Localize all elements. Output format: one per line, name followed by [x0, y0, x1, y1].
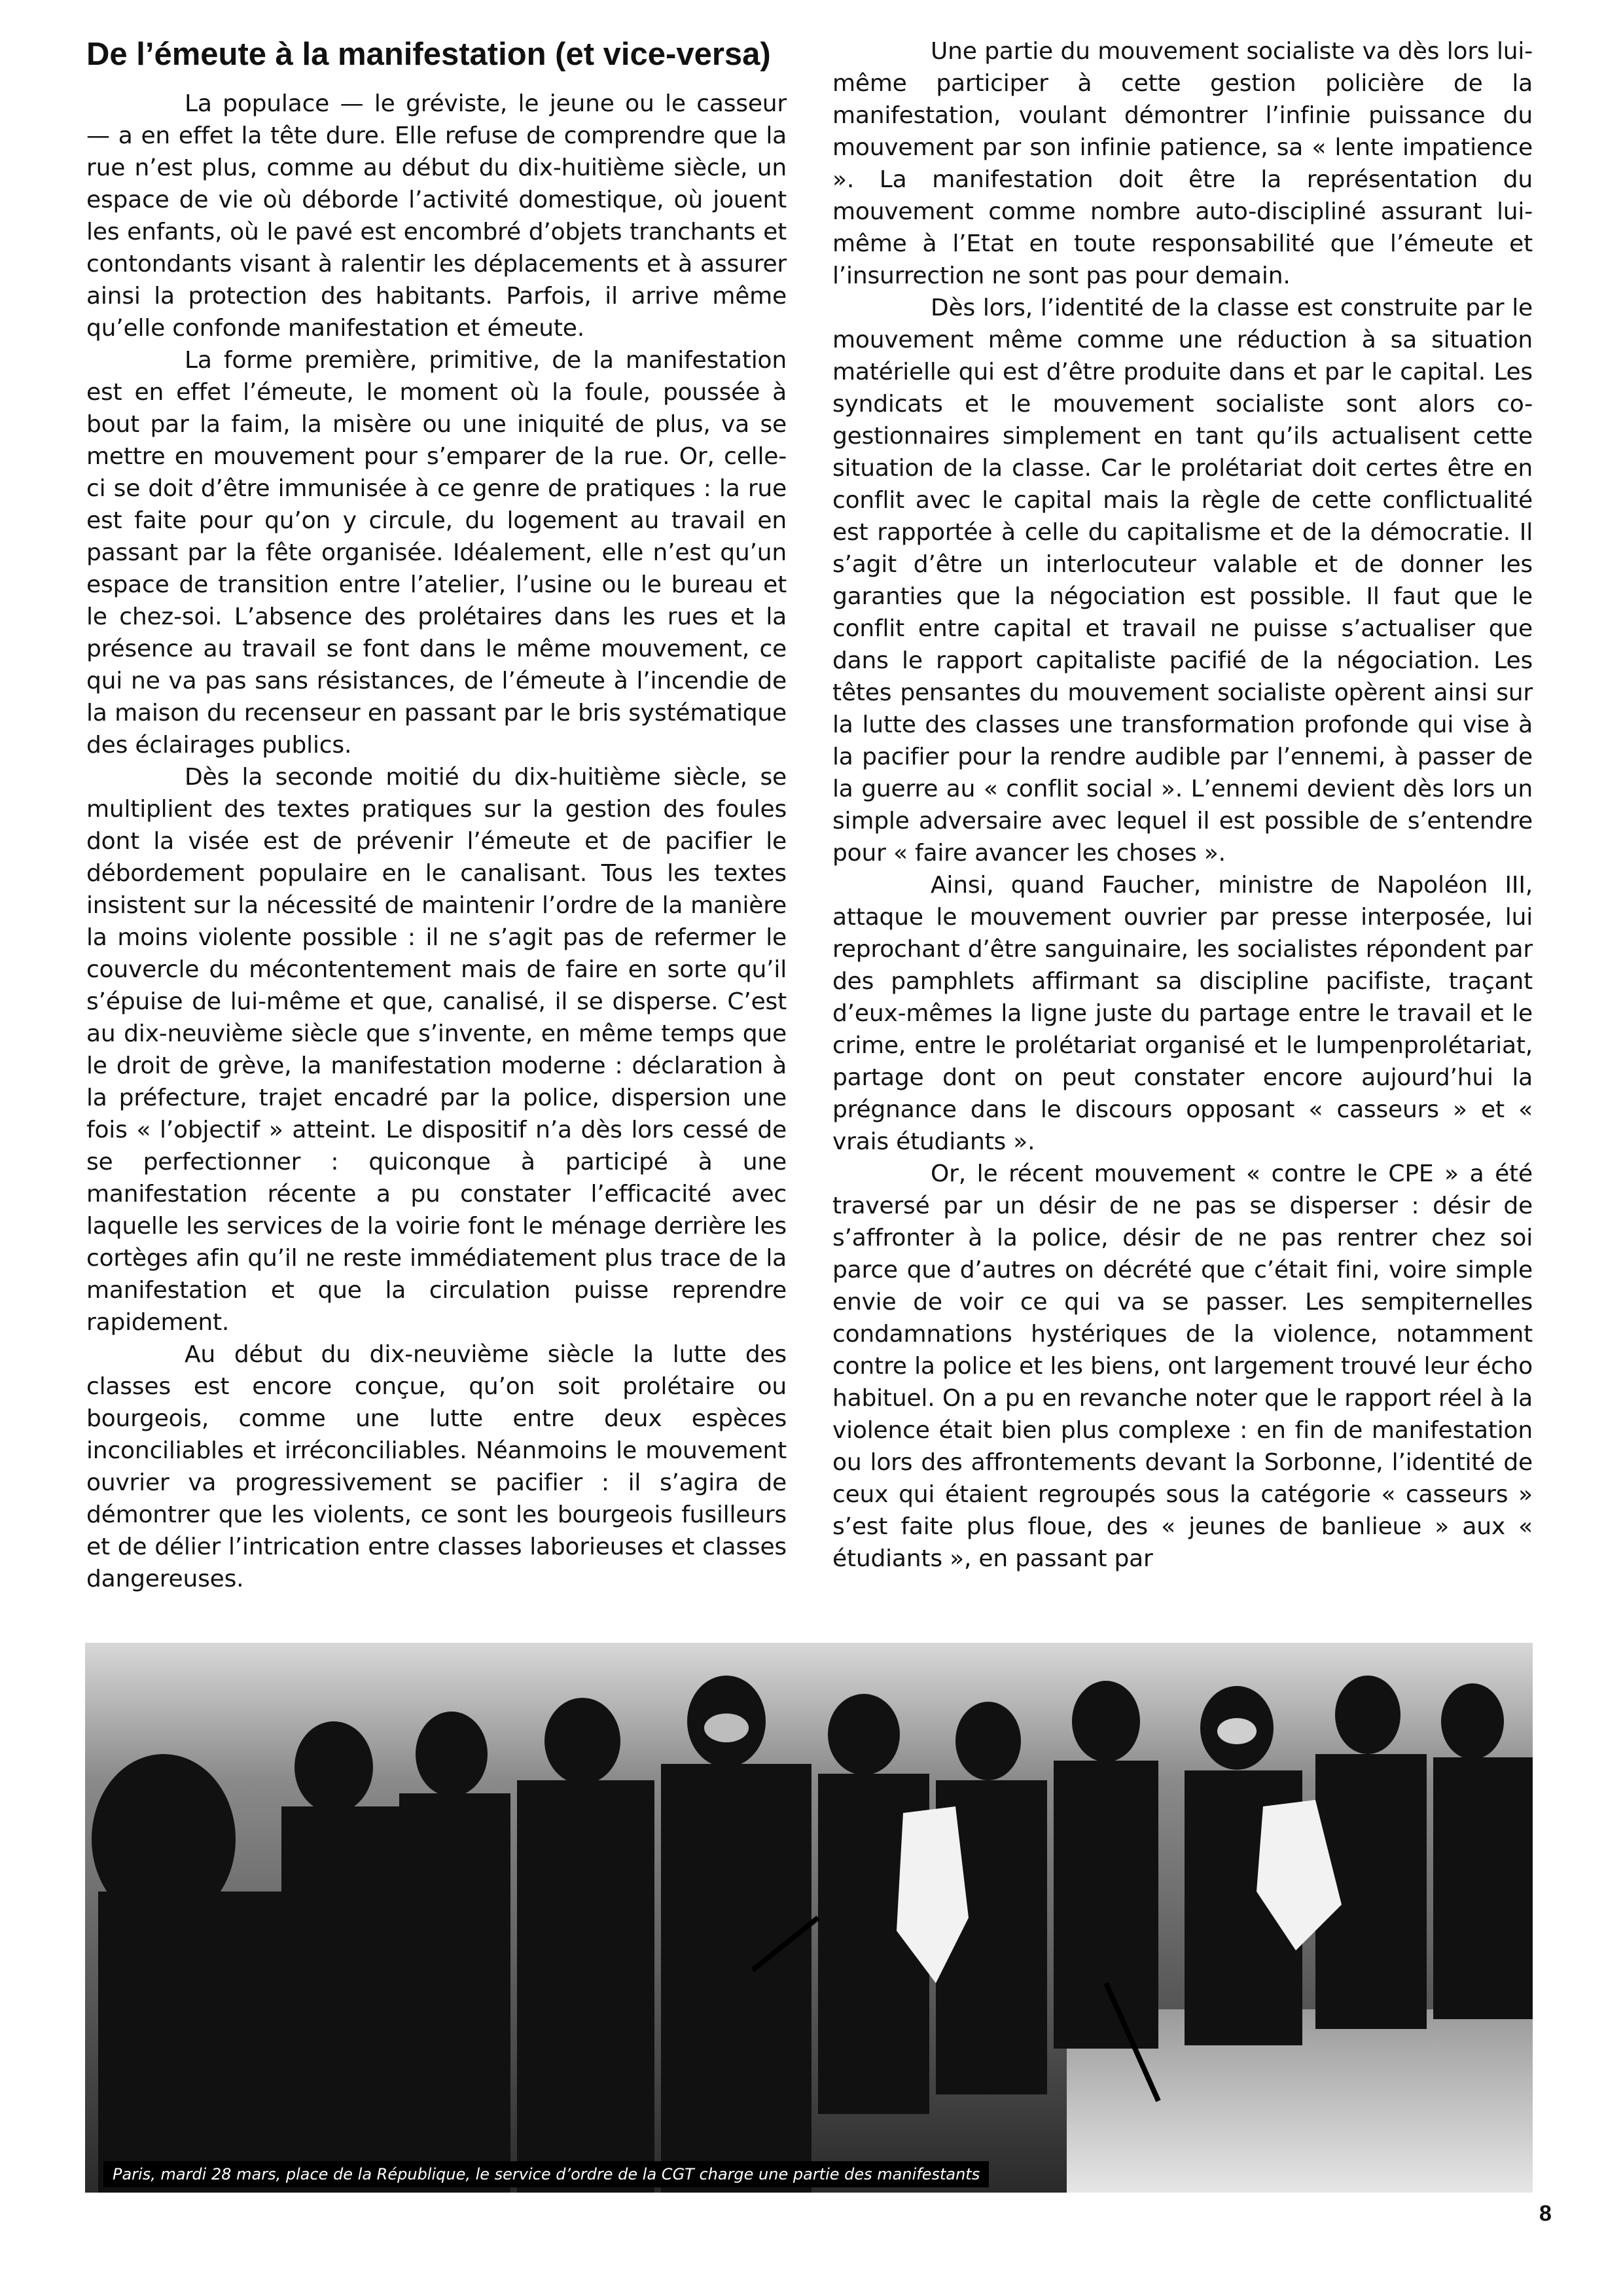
paragraph: La forme première, primitive, de la manifestation est en effet l’émeute, le moment où la foule, poussée à bout par la faim, la misère ou une iniquité de plus, va se mettre en mouvement pour s’emparer de la rue. Or, celle-ci se doit d’être immunisée à ce genre de pratiques : la rue est faite pour qu’on y circule, du logement au travail en passant par la fête organisée. Idéalement, elle n’est qu’un espace de transition entre l’atelier, l’usine ou le bureau et le chez-soi. L’absence des prolétaires dans les rues et la présence au travail se font dans le même mouvement, ce qui ne va pas sans résistances, de l’émeute à l’incendie de la maison du recenseur en passant par le bris systématique des éclairages publics.	[86, 347, 787, 759]
paragraph: Or, le récent mouvement « contre le CPE » a été traversé par un désir de ne pas se disperser : désir de s’affronter à la police, désir de ne pas rentrer chez soi parce que d’autres on décrété que c’était fini, voire simple envie de voir ce qui va se passer. Les sempiternelles condamnations hystériques de la violence, notamment contre la police et les biens, ont largement trouvé leur écho habituel. On a pu en revanche noter que le rapport réel à la violence était bien plus complexe : en fin de manifestation ou lors des affrontements devant la Sorbonne, l’identité de ceux qui étaient regroupés sous la catégorie « casseurs » s’est faite plus floue, des « jeunes de banlieue » aux « étudiants », en passant par	[832, 1160, 1533, 1572]
left-column	[86, 34, 787, 1595]
paragraph: La populace — le gréviste, le jeune ou le casseur — a en effet la tête dure. Elle refuse de comprendre que la rue n’est plus, comme au début du dix-huitième siècle, un espace de vie où déborde l’activité domestique, où jouent les enfants, où le pavé est encombré d’objets tranchants et contondants visant à ralentir les déplacements et à assurer ainsi la protection des habitants. Parfois, il arrive même qu’elle confonde manifestation et émeute.	[86, 90, 787, 342]
article-title: De l’émeute à la manifestation (et vice-versa)	[86, 37, 771, 72]
protest-photo	[85, 1643, 1533, 2193]
paragraph: Une partie du mouvement socialiste va dès lors lui-même participer à cette gestion policière de la manifestation, voulant démontrer l’infinie puissance du mouvement par son infinie patience, sa « lente impatience ». La manifestation doit être la représentation du mouvement comme nombre auto-discipliné assurant lui-même à l’Etat en toute responsabilité que l’émeute et l’insurrection ne sont pas pour demain.	[832, 38, 1533, 289]
crowd-image	[85, 1643, 1533, 2193]
photo-caption: Paris, mardi 28 mars, place de la République, le service d’ordre de la CGT charge une partie des manifestants	[103, 2161, 989, 2187]
page-number: 8	[1539, 2201, 1552, 2226]
paragraph: Dès lors, l’identité de la classe est construite par le mouvement même comme une réduction à sa situation matérielle qui est d’être produite dans et par le capital. Les syndicats et le mouvement socialiste sont alors co-gestionnaires simplement en tant qu’ils actualisent cette situation de la classe. Car le prolétariat doit certes être en conflit avec le capital mais la règle de cette conflictualité est rapportée à celle du capitalisme et de la démocratie. Il s’agit d’être un interlocuteur valable et de donner les garanties que la négociation est possible. Il faut que le conflit entre capital et travail ne puisse s’actualiser que dans le rapport capitaliste pacifié de la négociation. Les têtes pensantes du mouvement socialiste opèrent ainsi sur la lutte des classes une transformation profonde qui vise à la pacifier pour la rendre audible par l’ennemi, à passer de la guerre au « conflit social ». L’ennemi devient dès lors un simple adversaire avec lequel il est possible de s’entendre pour « faire avancer les choses ».	[832, 295, 1533, 867]
right-column	[832, 35, 1533, 1575]
paragraph: Au début du dix-neuvième siècle la lutte des classes est encore conçue, qu’on soit prolétaire ou bourgeois, comme une lutte entre deux espèces inconciliables et irréconciliables. Néanmoins le mouvement ouvrier va progressivement se pacifier : il s’agira de démontrer que les violents, ce sont les bourgeois fusilleurs et de délier l’intrication entre classes laborieuses et classes dangereuses.	[86, 1341, 787, 1592]
paragraph: Ainsi, quand Faucher, ministre de Napoléon III, attaque le mouvement ouvrier par presse interposée, lui reprochant d’être sanguinaire, les socialistes répondent par des pamphlets affirmant sa discipline pacifiste, traçant d’eux-mêmes la ligne juste du partage entre le travail et le crime, entre le prolétariat organisé et le lumpenprolétariat, partage dont on peut constater encore aujourd’hui la prégnance dans le discours opposant « casseurs » et « vrais étudiants ».	[832, 872, 1533, 1155]
paragraph: Dès la seconde moitié du dix-huitième siècle, se multiplient des textes pratiques sur la gestion des foules dont la visée est de prévenir l’émeute et de pacifier le débordement populaire en le canalisant. Tous les textes insistent sur la nécessité de maintenir l’ordre de la manière la moins violente possible : il ne s’agit pas de refermer le couvercle du mécontentement mais de faire en sorte qu’il s’épuise de lui-même et que, canalisé, il se disperse. C’est au dix-neuvième siècle que s’invente, en même temps que le droit de grève, la manifestation moderne : déclaration à la préfecture, trajet encadré par la police, dispersion une fois « l’objectif » atteint. Le dispositif n’a dès lors cessé de se perfectionner : quiconque à participé à une manifestation récente a pu constater l’efficacité avec laquelle les services de la voirie font le ménage derrière les cortèges afin qu’il ne reste immédiatement plus trace de la manifestation et que la circulation puisse reprendre rapidement.	[86, 764, 787, 1336]
